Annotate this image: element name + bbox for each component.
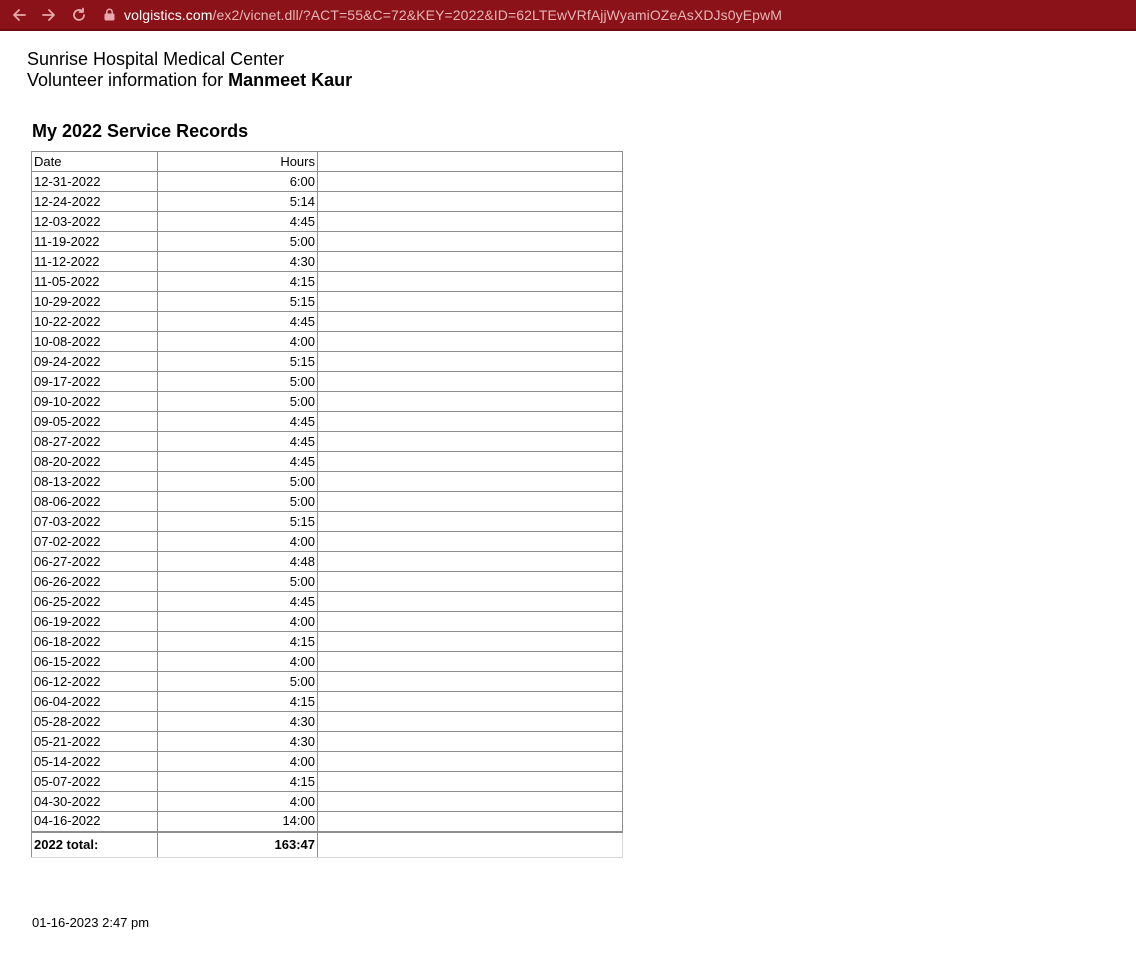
address-bar[interactable] [124, 7, 782, 23]
row-date: 08-20-2022 [32, 452, 158, 472]
table-row [32, 492, 623, 512]
row-hours: 4:30 [158, 712, 318, 732]
back-button[interactable] [8, 4, 30, 26]
table-row [32, 812, 623, 832]
table-row [32, 192, 623, 212]
forward-button[interactable] [38, 4, 60, 26]
row-blank [318, 172, 623, 192]
row-date: 04-16-2022 [32, 812, 158, 832]
table-row [32, 592, 623, 612]
row-date: 11-05-2022 [32, 272, 158, 292]
row-blank [318, 692, 623, 712]
row-hours: 4:00 [158, 532, 318, 552]
table-row [32, 472, 623, 492]
row-hours: 4:00 [158, 332, 318, 352]
table-row [32, 272, 623, 292]
organization-name: Sunrise Hospital Medical Center [27, 49, 285, 69]
row-blank [318, 552, 623, 572]
row-date: 10-29-2022 [32, 292, 158, 312]
row-blank [318, 712, 623, 732]
row-blank [318, 192, 623, 212]
row-hours: 4:45 [158, 212, 318, 232]
row-blank [318, 572, 623, 592]
row-blank [318, 332, 623, 352]
table-row [32, 632, 623, 652]
row-date: 11-12-2022 [32, 252, 158, 272]
row-hours: 4:00 [158, 652, 318, 672]
row-hours: 4:48 [158, 552, 318, 572]
table-row [32, 612, 623, 632]
row-blank [318, 492, 623, 512]
total-hours: 163:47 [158, 832, 318, 858]
row-blank [318, 632, 623, 652]
table-row [32, 512, 623, 532]
row-blank [318, 392, 623, 412]
row-date: 05-07-2022 [32, 772, 158, 792]
row-hours: 4:15 [158, 772, 318, 792]
table-row [32, 352, 623, 372]
row-blank [318, 612, 623, 632]
row-date: 06-18-2022 [32, 632, 158, 652]
row-blank [318, 512, 623, 532]
row-hours: 4:45 [158, 312, 318, 332]
row-hours: 4:15 [158, 692, 318, 712]
row-hours: 4:00 [158, 792, 318, 812]
row-hours: 5:14 [158, 192, 318, 212]
row-blank [318, 432, 623, 452]
row-blank [318, 352, 623, 372]
service-records-table [31, 151, 623, 858]
row-date: 10-22-2022 [32, 312, 158, 332]
report-timestamp: 01-16-2023 2:47 pm [32, 915, 150, 930]
reload-icon [71, 7, 87, 23]
arrow-right-icon [41, 7, 57, 23]
row-blank [318, 792, 623, 812]
table-row [32, 252, 623, 272]
row-hours: 5:00 [158, 572, 318, 592]
row-date: 06-27-2022 [32, 552, 158, 572]
row-date: 12-24-2022 [32, 192, 158, 212]
row-hours: 4:15 [158, 272, 318, 292]
row-blank [318, 652, 623, 672]
volunteer-prefix: Volunteer information for [27, 70, 229, 90]
table-row [32, 312, 623, 332]
row-date: 12-31-2022 [32, 172, 158, 192]
row-blank [318, 752, 623, 772]
table-row [32, 712, 623, 732]
table-row [32, 372, 623, 392]
row-blank [318, 592, 623, 612]
volunteer-info-line [27, 70, 352, 91]
browser-toolbar [0, 0, 1136, 31]
row-hours: 4:00 [158, 752, 318, 772]
row-date: 08-06-2022 [32, 492, 158, 512]
row-date: 09-24-2022 [32, 352, 158, 372]
row-date: 12-03-2022 [32, 212, 158, 232]
row-blank [318, 312, 623, 332]
row-date: 05-28-2022 [32, 712, 158, 732]
url-path: /ex2/vicnet.dll/?ACT=55&C=72&KEY=2022&ID=62LTEwVRfAjjWyamiOZeAsXDJs0yEpwM [212, 6, 783, 23]
reload-button[interactable] [68, 4, 90, 26]
table-row [32, 432, 623, 452]
row-blank [318, 452, 623, 472]
table-row [32, 692, 623, 712]
table-row [32, 452, 623, 472]
row-hours: 5:15 [158, 512, 318, 532]
row-date: 06-15-2022 [32, 652, 158, 672]
row-blank [318, 732, 623, 752]
table-row [32, 212, 623, 232]
table-row [32, 532, 623, 552]
row-blank [318, 232, 623, 252]
total-blank [318, 832, 623, 858]
table-row [32, 332, 623, 352]
row-date: 07-03-2022 [32, 512, 158, 532]
row-hours: 6:00 [158, 172, 318, 192]
row-blank [318, 272, 623, 292]
column-header-blank [318, 152, 623, 172]
table-row [32, 652, 623, 672]
table-row [32, 732, 623, 752]
row-blank [318, 672, 623, 692]
total-label: 2022 total: [32, 832, 158, 858]
row-blank [318, 772, 623, 792]
row-date: 07-02-2022 [32, 532, 158, 552]
row-hours: 5:15 [158, 292, 318, 312]
row-hours: 5:15 [158, 352, 318, 372]
row-date: 06-04-2022 [32, 692, 158, 712]
table-row [32, 792, 623, 812]
row-blank [318, 252, 623, 272]
row-hours: 4:30 [158, 252, 318, 272]
table-row [32, 292, 623, 312]
lock-icon[interactable] [104, 8, 116, 22]
total-row [32, 832, 623, 858]
row-date: 05-21-2022 [32, 732, 158, 752]
row-date: 11-19-2022 [32, 232, 158, 252]
page-content [0, 33, 1136, 954]
volunteer-name: Manmeet Kaur [228, 70, 353, 90]
table-row [32, 412, 623, 432]
row-date: 09-10-2022 [32, 392, 158, 412]
row-blank [318, 212, 623, 232]
column-header-hours: Hours [158, 152, 318, 172]
row-hours: 5:00 [158, 372, 318, 392]
row-hours: 14:00 [158, 812, 318, 832]
row-date: 09-17-2022 [32, 372, 158, 392]
row-hours: 5:00 [158, 472, 318, 492]
row-date: 05-14-2022 [32, 752, 158, 772]
column-header-date: Date [32, 152, 158, 172]
row-date: 09-05-2022 [32, 412, 158, 432]
row-hours: 4:30 [158, 732, 318, 752]
row-date: 08-13-2022 [32, 472, 158, 492]
row-blank [318, 812, 623, 832]
row-hours: 4:45 [158, 592, 318, 612]
row-hours: 4:15 [158, 632, 318, 652]
url-host: volgistics.com [124, 6, 213, 23]
row-blank [318, 472, 623, 492]
row-date: 06-26-2022 [32, 572, 158, 592]
row-hours: 4:45 [158, 452, 318, 472]
table-row [32, 232, 623, 252]
table-row [32, 172, 623, 192]
row-blank [318, 412, 623, 432]
row-date: 10-08-2022 [32, 332, 158, 352]
row-date: 06-25-2022 [32, 592, 158, 612]
row-hours: 5:00 [158, 492, 318, 512]
row-date: 08-27-2022 [32, 432, 158, 452]
row-blank [318, 292, 623, 312]
row-blank [318, 532, 623, 552]
row-hours: 5:00 [158, 392, 318, 412]
row-hours: 4:45 [158, 432, 318, 452]
row-hours: 5:00 [158, 672, 318, 692]
table-row [32, 572, 623, 592]
table-row [32, 552, 623, 572]
table-row [32, 672, 623, 692]
row-date: 06-12-2022 [32, 672, 158, 692]
table-row [32, 392, 623, 412]
row-hours: 4:00 [158, 612, 318, 632]
row-hours: 5:00 [158, 232, 318, 252]
row-date: 06-19-2022 [32, 612, 158, 632]
page-title: My 2022 Service Records [32, 121, 249, 141]
table-row [32, 772, 623, 792]
row-date: 04-30-2022 [32, 792, 158, 812]
row-hours: 4:45 [158, 412, 318, 432]
arrow-left-icon [11, 7, 27, 23]
table-row [32, 752, 623, 772]
table-header-row [32, 152, 623, 172]
row-blank [318, 372, 623, 392]
